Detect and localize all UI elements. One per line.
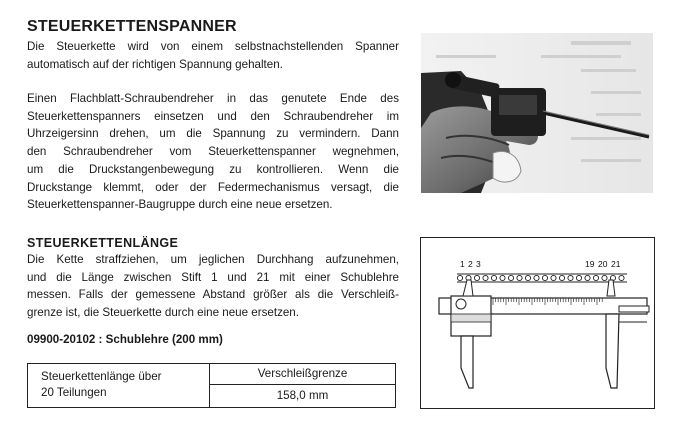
chain-pin — [508, 275, 513, 280]
timing-chain — [457, 274, 627, 282]
text-line: automatisch auf der richtigen Spannung gehalten. — [27, 57, 283, 71]
pin-label-3: 3 — [476, 259, 481, 269]
table-value: 158,0 mm — [276, 389, 329, 402]
chain-pin — [602, 275, 607, 280]
pin-label-20: 20 — [598, 259, 608, 269]
section-title-tensioner: STEUERKETTENSPANNER — [27, 18, 237, 35]
chain-pin — [551, 275, 556, 280]
pin-label-21: 21 — [611, 259, 621, 269]
text-line: Uhrzeigersinn drehen, um die Spannung zu vermindern. Dann — [27, 127, 399, 141]
chain-pin — [568, 275, 573, 280]
vernier-caliper — [439, 280, 649, 388]
text-line: Die Steuerkette wird von einem selbstnachstellenden Spanner — [27, 40, 399, 53]
chain-pin — [517, 275, 522, 280]
text-line: und die Länge zwischen Stift 1 und 21 mit einer Schublehre — [27, 270, 399, 284]
chain-length-paragraph — [27, 251, 399, 322]
chain-pin — [542, 275, 547, 280]
chain-pin — [619, 275, 624, 280]
pin-label-2: 2 — [468, 259, 473, 269]
text-line: um die Druckstangenbewegung zu kontrollieren. Wenn die — [27, 162, 399, 176]
text-line: messen. Falls der gemessene Abstand größer als die Verschleiß- — [27, 288, 399, 302]
special-tool-reference: 09900-20102 : Schublehre (200 mm) — [27, 333, 223, 346]
table-row-label — [28, 364, 210, 407]
table-column-header: Verschleißgrenze — [210, 364, 395, 385]
text-line: Steuerkettenspanners einsetzen und den Schraubendreher im — [27, 109, 399, 123]
chain-pin — [491, 275, 496, 280]
row-label-line1: Steuerkettenlänge über — [41, 370, 162, 383]
chain-caliper-diagram — [420, 237, 655, 409]
chain-pin — [457, 275, 462, 280]
section-title-chain-length: STEUERKETTENLÄNGE — [27, 236, 179, 250]
chain-pin — [525, 275, 530, 280]
chain-pin — [585, 275, 590, 280]
chain-pin — [593, 275, 598, 280]
row-label-line2: 20 Teilungen — [41, 386, 107, 399]
tensioner-intro-paragraph — [27, 38, 399, 73]
chain-pin — [559, 275, 564, 280]
chain-pin — [534, 275, 539, 280]
text-line: grenze ist, die Steuerkette durch eine neue ersetzen. — [27, 306, 299, 320]
text-line: Einen Flachblatt-Schraubendreher in das genutete Ende des — [27, 92, 399, 105]
tensioner-photo — [421, 33, 653, 193]
chain-pin — [483, 275, 488, 280]
text-line: Druckstange klemmt, oder der Federmechanismus versagt, die — [27, 180, 399, 194]
tensioner-instruction-paragraph — [27, 90, 399, 214]
chain-pin — [474, 275, 479, 280]
wear-limit-table — [27, 363, 396, 408]
text-line: den Schraubendreher vom Steuerkettenspanner wegnehmen, — [27, 145, 399, 159]
chain-pin — [500, 275, 505, 280]
text-line: Die Kette straffziehen, um jeglichen Durchhang aufzunehmen, — [27, 253, 399, 266]
text-line: Steuerkettenspanner-Baugruppe durch eine neue ersetzen. — [27, 198, 333, 212]
pin-label-19: 19 — [585, 259, 595, 269]
pin-label-1: 1 — [460, 259, 465, 269]
chain-pin — [576, 275, 581, 280]
